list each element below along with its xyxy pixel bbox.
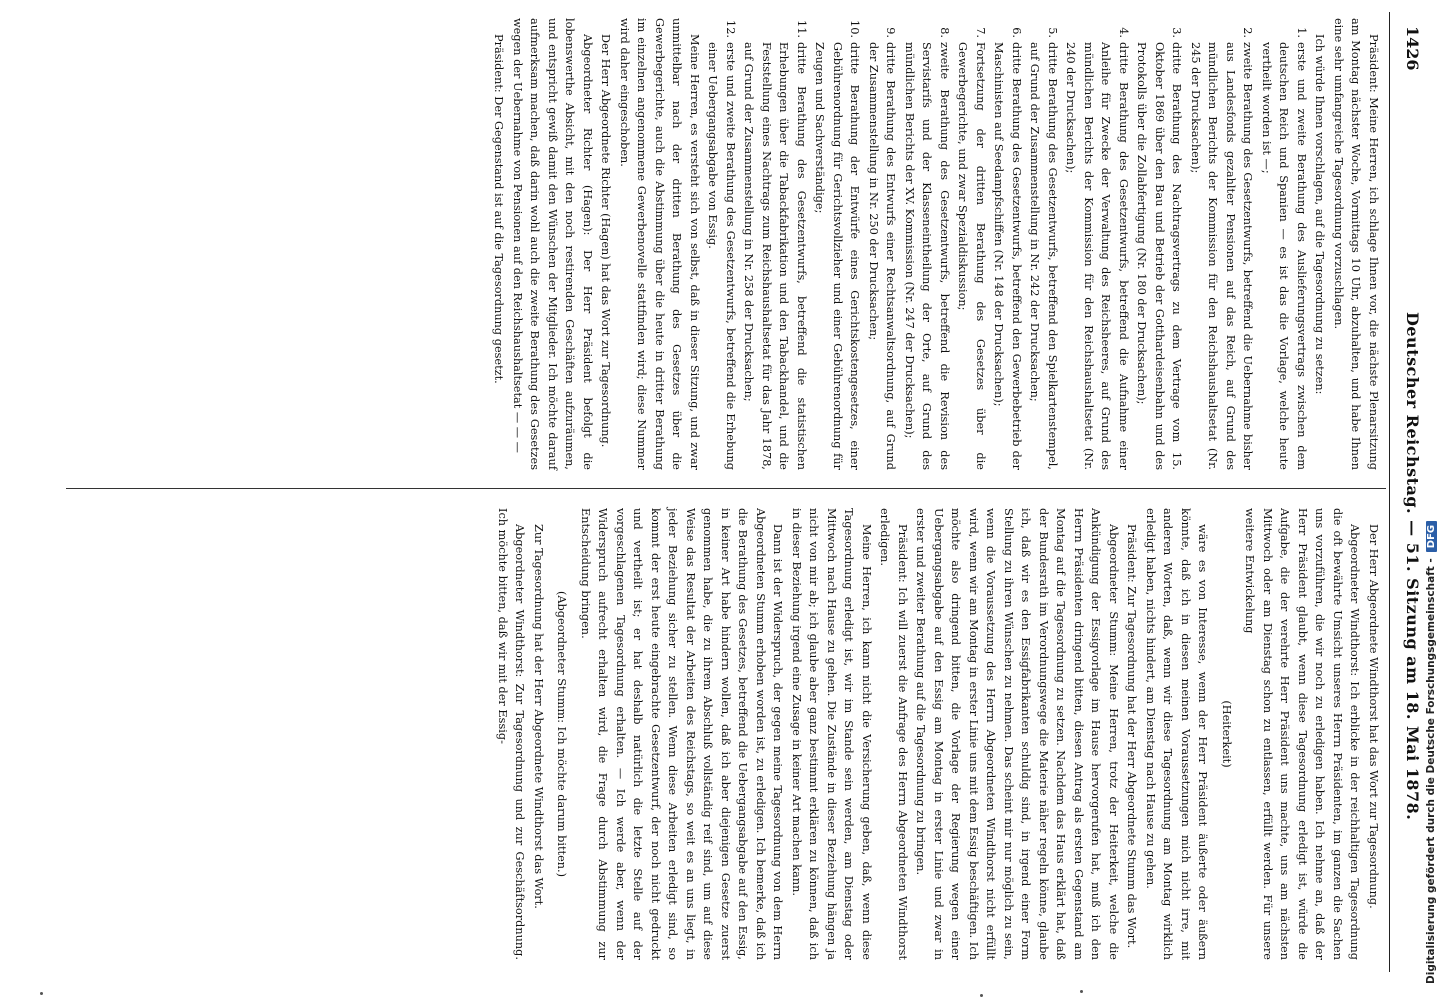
left-column [489,18,1382,470]
agenda-item [1258,18,1311,470]
item-number: 1. [1295,27,1308,38]
item-number: 9. [884,27,898,38]
item-number: 8. [938,27,951,38]
president-call-paragraph: Präsident: Zur Tagesordnung hat der Herr Abgeordnete Stumm das Wort. [1125,524,1139,949]
opening-paragraph: Präsident: Meine Herren, ich schlage Ihnen vor, die nächste Plenarsitzung am Montag nächster Woche, Vormittags 10 Uhr, abzuhalten, und habe Ihnen eine sehr umfangreiche Tagesordnung vorzuschlagen. [1332,18,1380,470]
item-number: 4. [1117,27,1130,38]
agenda-item [811,18,864,470]
agenda-item [1026,18,1061,470]
agenda-item [865,18,900,470]
item-text: dritte Berathung des Gesetzentwurfs, betreffend die statistischen Erhebungen über die Tabackfabrikation und den Tabackhandel, und die Feststellung eines Nachtrags zum Reichshaushaltsetat für das Jahr 1878, auf Grund der Zusammenstellung in Nr. 258 der Drucksachen; [742,42,808,470]
agenda-item [990,18,1025,470]
item-text: dritte Berathung des Gesetzentwurfs, betreffend den Gewerbebetrieb der Maschinisten auf Seedampfschiffen (Nr. 148 der Drucksachen); [992,42,1023,470]
scan-speck [980,994,983,997]
page-number: 1426 [1403,26,1422,71]
item-number: 7. [974,27,987,38]
item-text: dritte Berathung des Gesetzentwurfs, betreffend die Aufnahme einer Anleihe für Zwecke der Verwaltung des Reichsheeres, auf Grund des mündlichen Berichts der Kommission für den Reichshaushaltsetat (Nr. 240 der Drucksachen); [1064,42,1130,470]
agenda-item [1062,18,1132,470]
richter-speech-paragraph: Abgeordneter Richter (Hagen): Der Herr Präsident befolgt die lobenswerthe Absicht, mit den noch restirenden Geschäften aufzuräumen, und entspricht gewiß damit den Wünschen der Mitglieder. Ich möchte darauf aufmerksam machen, daß darin wohl auch die zweite Berathung des Gesetzes wegen der Uebernahme von Pensionen auf den Reichshaushaltsetat — — — [511,18,594,470]
president-reply-paragraph: Präsident: Der Gegenstand ist auf die Tagesordnung gesetzt. [492,34,506,384]
item-number: 5. [1046,27,1059,38]
right-column [493,508,1383,960]
notice-text: Digitalisierung gefördert durch die Deutsche Forschungsgemeinschaft - [1425,558,1437,984]
item-number: 2. [1241,27,1255,38]
president-objection-paragraph: Dann ist der Widerspruch, der gegen meine Tagesordnung von dem Herrn Abgeordneten Stumm erhoben worden ist, zu erledigen. Ich bemerke, daß ich die Berathung des Gesetzes, betreffend die Uebergangsabgabe auf den Essig, in keiner Art habe hindern wollen, daß ich aber diejenigen Gesetze zuerst genommen habe, die zu ihrem Abschluß vollständig reif sind, um auf diese Weise das Resultat der Arbeiten des Reichstags, so weit es an uns liegt, in jeder Beziehung sicher zu stellen. Wenn diese Arbeiten erledigt sind, so kommt der erst heute eingebrachte Gesetzentwurf, der noch nicht gedruckt und vertheilt ist; er hat deshalb natürlich die letzte Stelle auf der vorgeschlagenen Tagesordnung erhalten. — Ich werde aber, wenn der Widerspruch aufrecht erhalten wird, die Frage durch Abstimmung zur Entscheidung bringen. [579,508,785,960]
agenda-list [704,18,1310,470]
agenda-item [901,18,954,470]
item-text: Fortsetzung der dritten Berathung des Gesetzes über die Gewerbegerichte, und zwar Spezialdiskussion; [956,42,987,470]
agenda-item [704,18,739,470]
item-text: zweite Berathung des Gesetzentwurfs, betreffend die Uebernahme bisher aus Landesfonds gezahlter Pensionen auf das Reich, auf Grund des mündlichen Berichts der Kommission für den Reichshaushaltsetat (Nr. 245 der Drucksachen); [1189,42,1255,470]
windthorst-speech-paragraph: Abgeordneter Windthorst: Ich erblicke in der reichhaltigen Tagesordnung die oft bewährte Umsicht unseres Herrn Präsidenten, im ganzen die Sachen uns vorzuführen, die wir noch zu erledigen haben. Ich nehme an, daß der Herr Präsident glaubt, wenn diese Tagesordnung erledigt ist, würde die Aufgabe, die der verehrte Herr Präsident uns machte, uns am nächsten Mittwoch oder am Dienstag schon zu entlassen, erfüllt werden. Für unsere weitere Entwickelung [1243,508,1362,960]
column-divider [66,488,1386,489]
item-text: dritte Berathung der Entwürfe eines Gerichtskostengesetzes, einer Gebührenordnung für Gerichtsvollzieher und einer Gebührenordnung für Zeugen und Sachverständige; [813,42,862,470]
president-remark-paragraph: Meine Herren, es versteht sich von selbst, daß in dieser Sitzung, und zwar unmittelbar nach der dritten Berathung des Gesetzes über die Gewerbegerichte, auch die Abstimmung über die heute in dritter Berathung im einzelnen angenommene Gewerbenovelle stattfinden wird; diese Nummer wird daher eingeschoben. [618,18,701,470]
page-title: Deutscher Reichstag. — 51. Sitzung am 18. Mai 1878. [1403,312,1422,821]
item-text: dritte Berathung des Entwurfs einer Rechtsanwaltsordnung, auf Grund der Zusammenstellung in Nr. 250 der Drucksachen; [867,42,898,470]
speaker-call-paragraph: Der Herr Abgeordnete Richter (Hagen) hat das Wort zur Tagesordnung. [599,34,613,448]
windthorst-final-paragraph: Abgeordneter Windthorst: Zur Tagesordnung und zur Geschäftsordnung. Ich möchte bitten, daß wir mit der Essig- [496,508,527,960]
item-text: erste und zweite Berathung des Auslieferungsvertrags zwischen dem deutschen Reich und Spanien — es ist das die Vorlage, welche heute vertheilt worden ist —; [1260,42,1308,470]
agenda-item [954,18,989,470]
agenda-item [1187,18,1257,470]
agenda-item [1133,18,1186,470]
laughter-note: (Heiterkeit) [1220,700,1233,768]
stumm-speech-paragraph: Abgeordneter Stumm: Meine Herren, trotz der Heiterkeit, welche die Ankündigung der Essigvorlage im Hause hervorgerufen hat, muß ich den Herrn Präsidenten dringend bitten, diesen Antrag als ersten Gegenstand am Montag auf die Tagesordnung zu setzen. Nachdem das Haus erklärt hat, daß der Bundesrath im Verordnungswege die Materie näher regeln könne, glaube ich, daß wir es den Essigfabrikanten schuldig sind, in irgend einer Form Stellung zu ihren Wünschen zu nehmen. Das scheint mir nur möglich zu sein, wenn die Voraussetzung des Herrn Abgeordneten Windthorst nicht erfüllt wird, wenn wir am Montag in erster Linie uns mit dem Essig beschäftigen. Ich möchte also dringend bitten, die Vorlage der Regierung wegen einer Uebergangsabgabe auf den Essig am Montag in erster Linie und zwar in erster und zweiter Berathung auf die Tagesordnung zu bringen. [914,508,1120,960]
item-number: 3. [1170,27,1184,38]
dfg-logo: DFG [1426,521,1437,552]
item-number: 12. [724,20,737,38]
item-text: dritte Berathung des Gesetzentwurfs, betreffend den Spielkartenstempel, auf Grund der Zusammenstellung in Nr. 242 der Drucksachen; [1028,42,1059,470]
president-reply-paragraph: Präsident: Ich will zuerst die Anfrage des Herrn Abgeordneten Windthorst erledigen. [878,508,909,960]
item-number: 10. [848,20,862,38]
item-text: zweite Berathung des Gesetzentwurfs, betreffend die Revision des Servistarifs und der Klasseneintheilung der Orte, auf Grund des mündlichen Berichts der XV. Kommission (Nr. 247 der Drucksachen); [903,42,951,470]
president-statement-paragraph: Meine Herren, ich kann nicht die Versicherung geben, daß, wenn diese Tagesordnung erledigt ist, wir im Stande sein werden, am Dienstag oder Mittwoch nach Hause zu gehen. Die Zustände in dieser Beziehung hängen ja nicht von mir ab; ich glaube aber ganz bestimmt erklären zu können, daß ich in dieser Beziehung irgend eine Zusage in keiner Art machen kann. [790,508,873,960]
scan-speck [40,992,43,995]
item-number: 11. [795,20,808,38]
speaker-call-paragraph: Der Herr Abgeordnete Windthorst hat das Wort zur Tagesordnung. [1367,524,1380,909]
speaker-call-paragraph: Zur Tagesordnung hat der Herr Abgeordnete Windthorst das Wort. [532,524,545,909]
interjection-note: (Abgeordneter Stumm: Ich möchte darum bitten.) [555,590,569,878]
item-text: dritte Berathung des Nachtragsvertrags zu dem Vertrage vom 15. Oktober 1869 über den Bau und Betrieb der Gotthardeisenbahn und des Protokolls über die Zollabfertigung (Nr. 180 der Drucksachen); [1135,42,1184,470]
agenda-intro: Ich würde Ihnen vorschlagen, auf die Tagesordnung zu setzen: [1313,34,1327,395]
item-number: 6. [1010,27,1023,38]
page-header [1389,12,1430,972]
rotated-document-page [60,12,1430,972]
agenda-item [740,18,810,470]
scan-speck [1080,990,1083,993]
item-text: erste und zweite Berathung des Gesetzentwurfs, betreffend die Erhebung einer Uebergangsabgabe von Essig. [706,42,737,470]
digitization-notice [1425,0,1441,996]
windthorst-speech-continued: wäre es von Interesse, wenn der Herr Präsident äußerte oder äußern könnte, daß ich in diesen meinen Voraussetzungen mich nicht irre, mit anderen Worten, daß, wenn wir diese Tagesordnung am Montag wirklich erledigt haben, nichts hindert, am Dienstag nach Hause zu gehen. [1144,508,1210,960]
